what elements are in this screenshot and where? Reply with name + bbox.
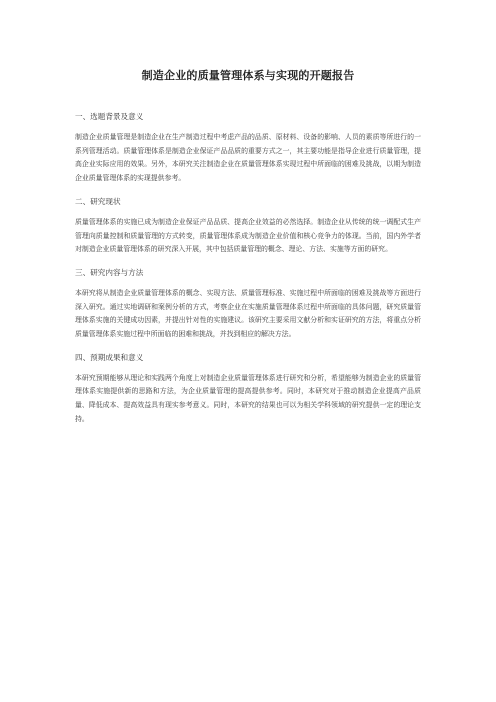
section-heading: 三、研究内容与方法 (75, 267, 144, 277)
section-background (75, 111, 421, 186)
document-title: 制造企业的质量管理体系与实现的开题报告 (141, 69, 355, 82)
section-heading: 四、预期成果和意义 (75, 352, 144, 362)
section-heading: 二、研究现状 (75, 196, 121, 206)
section-heading: 一、选题背景及意义 (75, 112, 144, 121)
section-paragraph: 本研究将从制造企业质量管理体系的概念、实现方法、质量管理标准、实施过程中所面临的困难及挑战等方面进行深入研究。通过实地调研和案例分析的方式，考察企业在实施质量管理体系过程中所面临的具体问题，研究质量管理体系实施的关键成功因素，并提出针对性的实施建议。该研究主要采用文献分析和实证研究的方法，将重点分析质量管理体系实施过程中所面临的困难和挑战，并找到相应的解决方法。 (75, 288, 421, 339)
section-expected-results (75, 352, 421, 427)
section-paragraph: 质量管理体系的实施已成为制造企业保证产品品质、提高企业效益的必然选择。制造企业从传统的统一调配式生产管理向质量控制和质量管理的方式转变，质量管理体系成为制造企业价值和核心竞争力的体现。当前，国内外学者对制造企业质量管理体系的研究深入开展，其中包括质量管理的概念、理论、方法、实施等方面的研究。 (75, 217, 421, 254)
section-content-methods (75, 267, 421, 342)
section-research-status (75, 196, 421, 257)
section-paragraph: 制造企业质量管理是制造企业在生产制造过程中考虑产品的品质、原材料、设备的影响、人员的素质等所进行的一系列管理活动。质量管理体系是制造企业保证产品品质的重要方式之一，其主要功能是指导企业进行质量管理，提高企业实际应用的效果。另外，本研究关注制造企业在质量管理体系实现过程中所面临的困难及挑战，以期为制造企业质量管理体系的实现提供参考。 (75, 133, 421, 183)
section-paragraph: 本研究预期能够从理论和实践两个角度上对制造企业质量管理体系进行研究和分析，希望能够为制造企业的质量管理体系实施提供新的思路和方法，为企业质量管理的提高提供参考。同时，本研究对于推动制造企业提高产品质量、降低成本、提高效益具有现实参考意义。同时，本研究的结果也可以为相关学科领域的研究提供一定的理论支持。 (75, 373, 421, 423)
